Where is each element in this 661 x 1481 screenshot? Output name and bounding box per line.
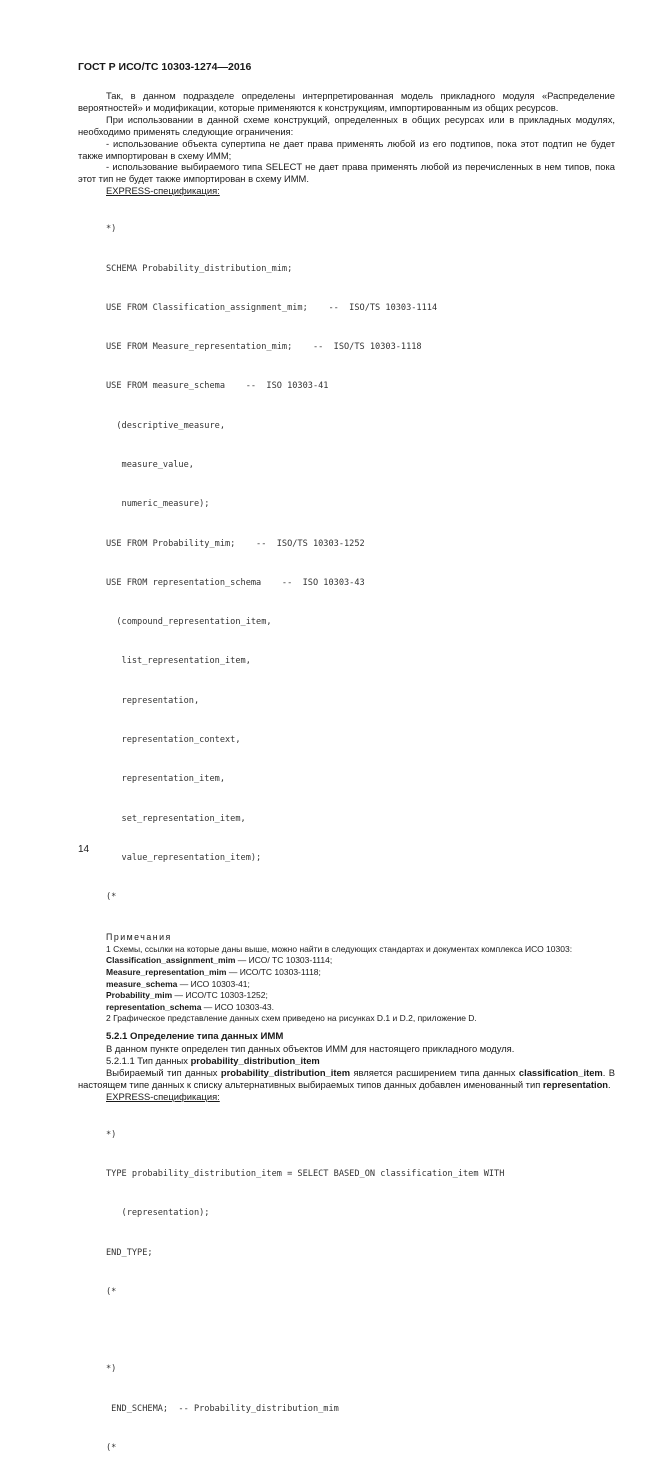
code-block-schema — [78, 197, 615, 930]
code-line: (compound_representation_item, — [106, 617, 272, 628]
desc-text: . В настоящем типе данных к списку альтернативных выбираемых типов данных добавлен именованный тип — [78, 1066, 616, 1090]
desc-type-name: classification_item — [518, 1066, 603, 1078]
code-line: USE FROM Probability_mim; -- ISO/TS 10303-1252 — [106, 538, 365, 549]
note-2: 2 Графическое представление данных схем приведено на рисунках D.1 и D.2, приложение D. — [106, 1013, 477, 1024]
type-description — [78, 1067, 615, 1091]
note-ref — [78, 1002, 615, 1014]
subsection-type-name: probability_distribution_item — [190, 1054, 320, 1066]
code-line: USE FROM Measure_representation_mim; -- ISO/TS 10303-1118 — [106, 342, 422, 353]
code-line: (* — [106, 892, 117, 903]
section-heading: 5.2.1 Определение типа данных ИММ — [106, 1030, 284, 1042]
code-line: measure_value, — [106, 460, 194, 471]
code-line: representation_item, — [106, 774, 225, 785]
document-header: ГОСТ Р ИСО/ТС 10303-1274—2016 — [78, 61, 252, 73]
code-line: numeric_measure); — [106, 499, 210, 510]
code-line: USE FROM measure_schema -- ISO 10303-41 — [106, 381, 329, 392]
notes-title: Примечания — [106, 932, 172, 943]
note-ref — [78, 955, 615, 967]
note-ref — [78, 967, 615, 979]
schema-name: Probability_mim — [106, 990, 173, 1001]
desc-text: . — [608, 1078, 611, 1090]
code-line: *) — [106, 1364, 117, 1375]
schema-name: Classification_assignment_mim — [106, 955, 236, 966]
schema-name: Measure_representation_mim — [106, 967, 227, 977]
express-label: EXPRESS-спецификация: — [106, 185, 220, 197]
subsection-prefix: 5.2.1.1 Тип данных — [106, 1054, 191, 1066]
code-line: (representation); — [106, 1208, 210, 1219]
page-number: 14 — [78, 844, 90, 855]
code-line: *) — [106, 1129, 117, 1140]
schema-name: representation_schema — [106, 1001, 202, 1012]
code-line: (* — [106, 1286, 117, 1297]
paragraph-restrictions: При использовании в данной схеме конструкций, определенных в общих ресурсах или в прикладных модулях, необходимо применять следующие ограничения: — [78, 113, 615, 137]
code-line: USE FROM representation_schema -- ISO 10303-43 — [106, 577, 365, 588]
code-line: END_SCHEMA; -- Probability_distribution_mim — [106, 1403, 339, 1414]
code-block-type — [78, 1103, 615, 1326]
schema-source: — ИСО/ТС 10303-1118; — [226, 967, 321, 977]
section-intro: В данном пункте определен тип данных объектов ИММ для настоящего прикладного модуля. — [106, 1042, 515, 1054]
code-line: USE FROM Classification_assignment_mim; -- ISO/TS 10303-1114 — [106, 302, 438, 313]
paragraph-intro: Так, в данном подразделе определены интерпретированная модель прикладного модуля «Распределение вероятностей» и модификации, которые применяются к конструкциям, импортированным из общих ресурсов. — [78, 90, 615, 113]
code-line: SCHEMA Probability_distribution_mim; — [106, 263, 293, 274]
code-line: representation, — [106, 695, 200, 706]
code-block-end-schema — [78, 1337, 615, 1481]
paragraph-restriction-supertype: - использование объекта супертипа не дает права применять любой из его подтипов, пока этот подтип не будет также импортирован в схему ИММ; — [78, 137, 615, 161]
note-ref — [78, 979, 615, 991]
code-line: *) — [106, 224, 117, 235]
desc-type-name: probability_distribution_item — [220, 1066, 351, 1078]
code-line: (descriptive_measure, — [106, 420, 225, 431]
subsection-heading — [78, 1055, 615, 1067]
note-1: 1 Схемы, ссылки на которые даны выше, можно найти в следующих стандартах и документах комплекса ИСО 10303: — [106, 943, 573, 954]
code-line: representation_context, — [106, 735, 241, 745]
code-line: TYPE probability_distribution_item = SELECT BASED_ON classification_item WITH — [106, 1168, 505, 1179]
schema-source: — ИСО 10303-43. — [201, 1001, 274, 1012]
schema-source: — ИСО 10303-41; — [177, 978, 250, 989]
note-ref — [78, 990, 615, 1002]
schema-source: — ИСО/ ТС 10303-1114; — [235, 955, 333, 966]
schema-name: measure_schema — [106, 978, 178, 989]
desc-text: Выбираемый тип данных — [106, 1066, 221, 1078]
code-line: list_representation_item, — [106, 656, 251, 667]
code-line: set_representation_item, — [106, 813, 246, 824]
desc-text: является расширением типа данных — [350, 1066, 519, 1078]
paragraph-restriction-select: - использование выбираемого типа SELECT не дает права применять любой из перечисленных в нем типов, пока этот тип не будет также импортирован в схему ИММ. — [78, 161, 615, 185]
express-label: EXPRESS-спецификация: — [106, 1090, 220, 1102]
code-line: (* — [106, 1442, 117, 1453]
page-content — [78, 90, 615, 1481]
code-line: value_representation_item); — [106, 852, 262, 863]
schema-source: — ИСО/ТС 10303-1252; — [172, 990, 268, 1001]
code-line: END_TYPE; — [106, 1247, 153, 1258]
desc-type-name: representation — [542, 1078, 609, 1090]
